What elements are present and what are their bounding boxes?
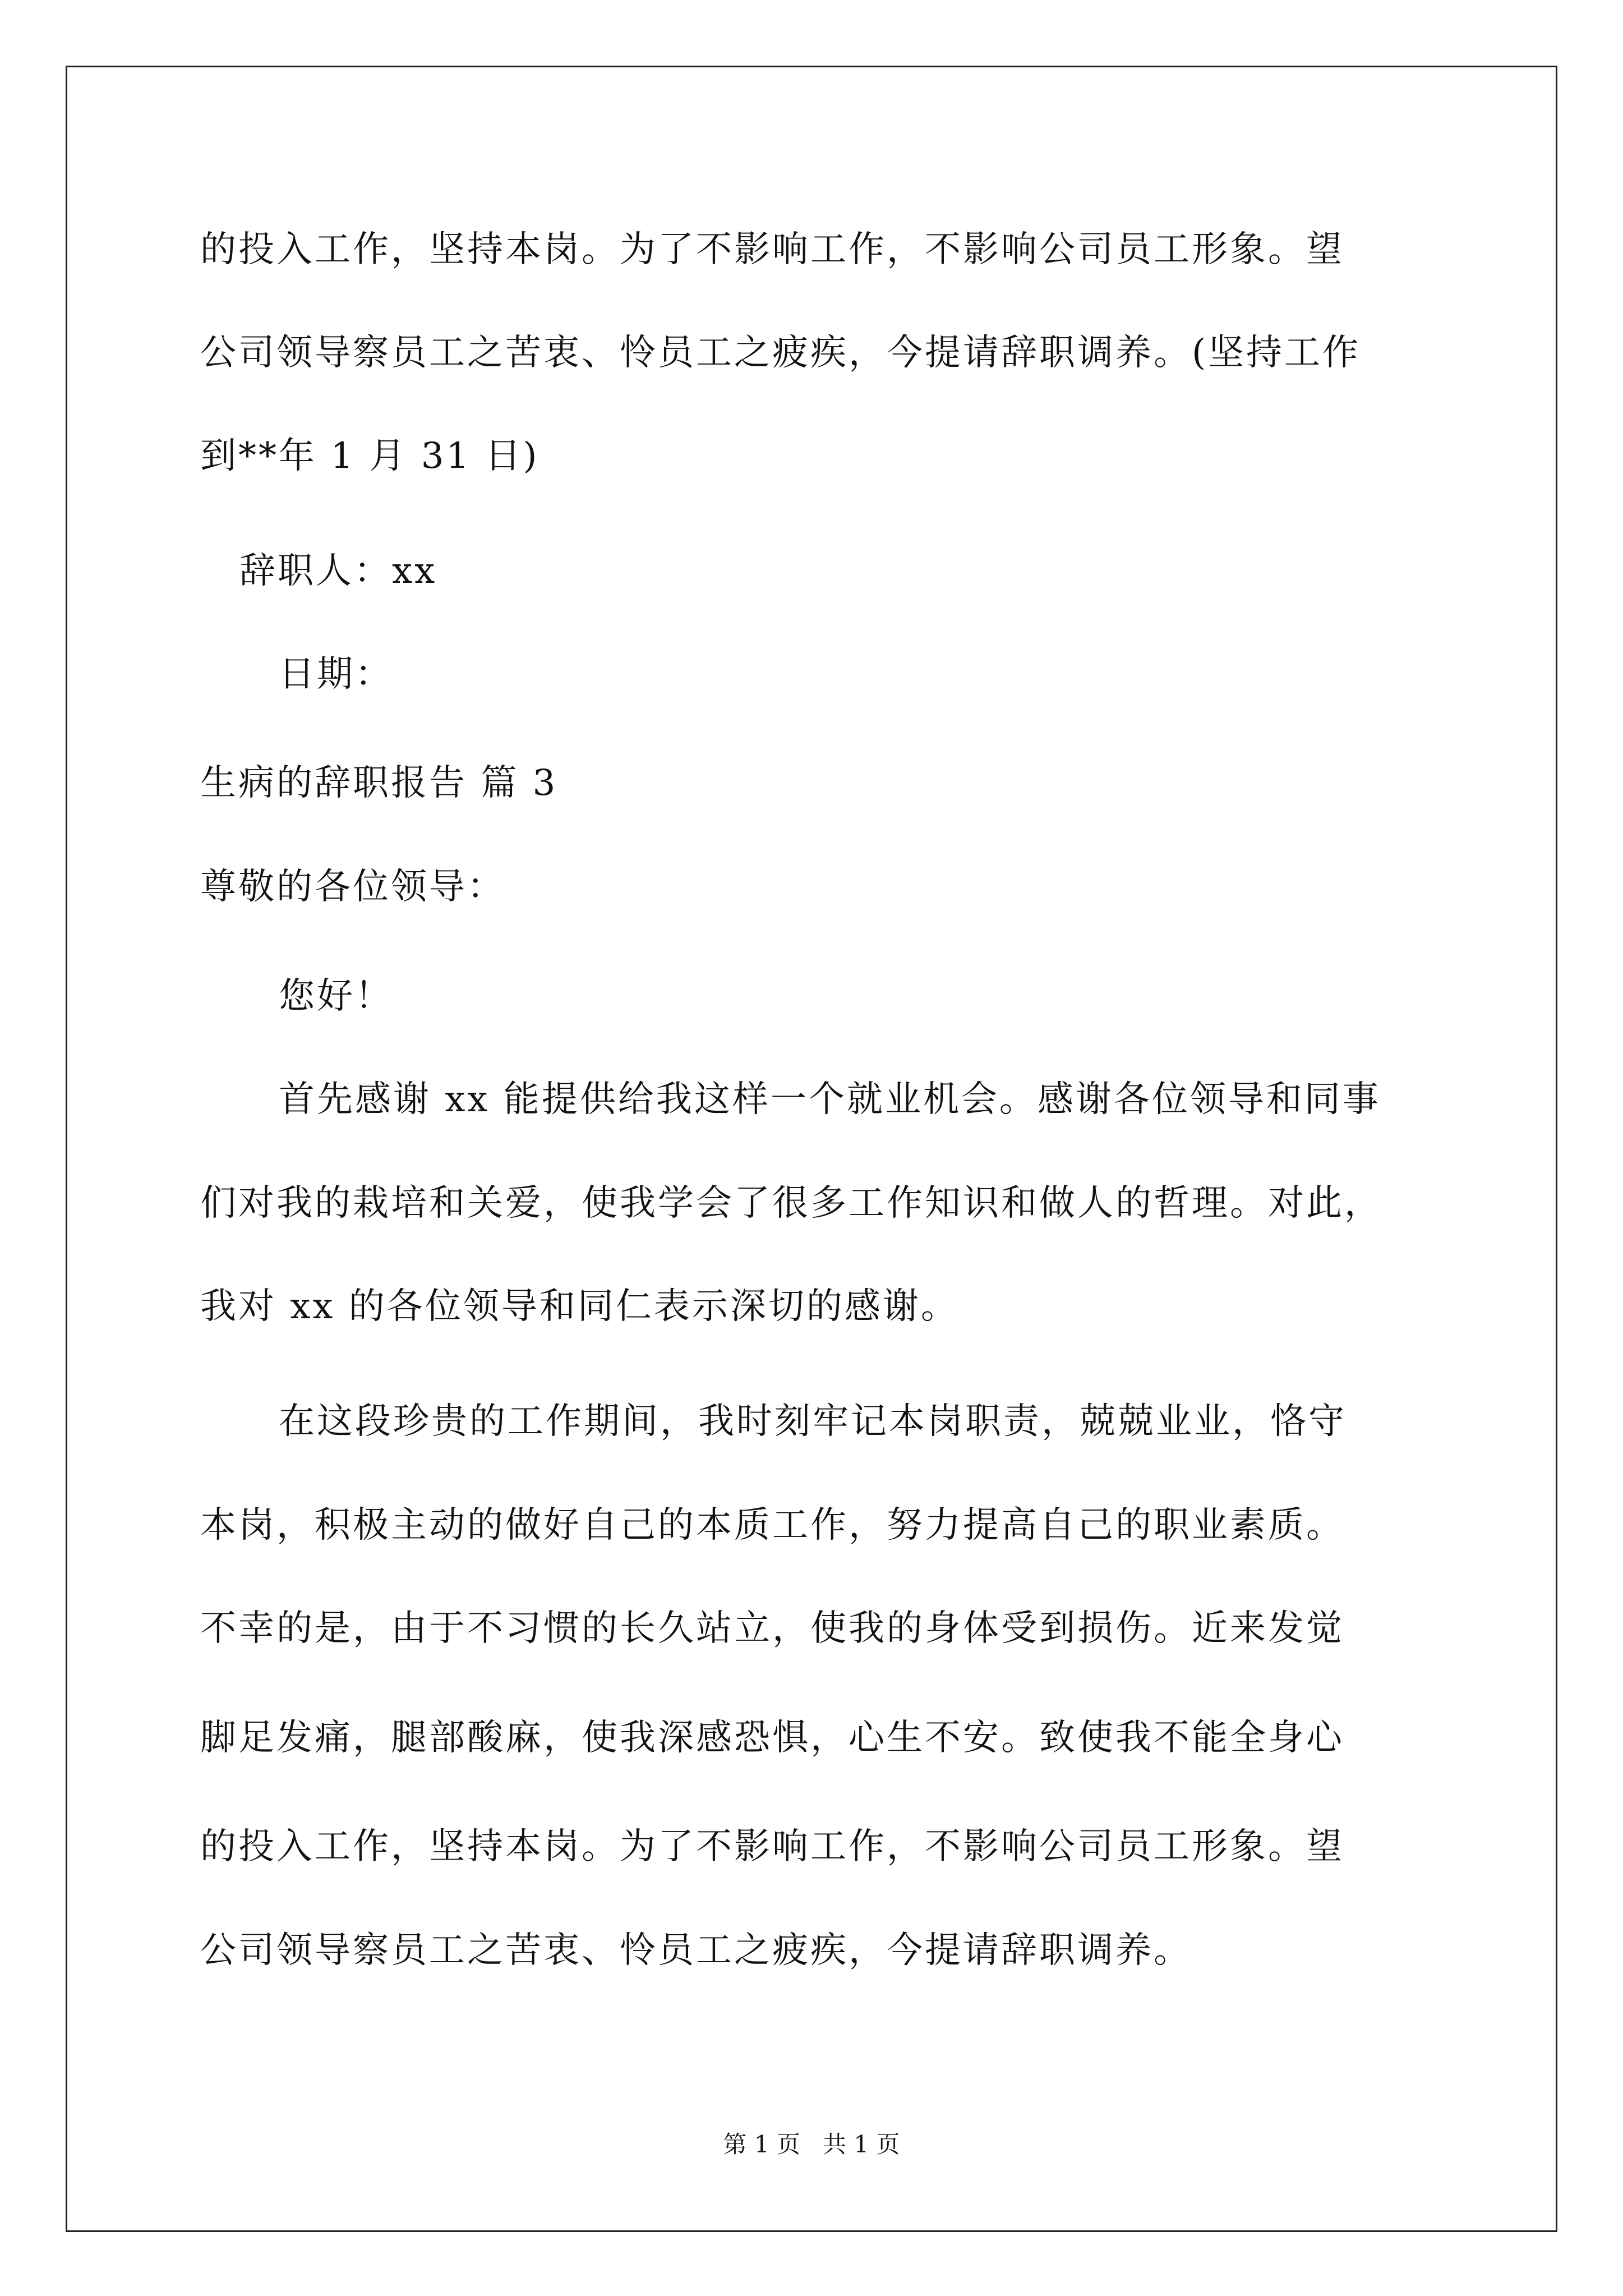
resigner-line: 辞职人：xx (239, 550, 437, 592)
body-line: 不幸的是，由于不习惯的长久站立，使我的身体受到损伤。近来发觉 (200, 1608, 1344, 1649)
body-line: 脚足发痛，腿部酸麻，使我深感恐惧，心生不安。致使我不能全身心 (200, 1717, 1344, 1759)
body-line: 在这段珍贵的工作期间，我时刻牢记本岗职责，兢兢业业，恪守 (279, 1401, 1347, 1442)
date-line: 日期： (279, 654, 393, 695)
body-line: 公司领导察员工之苦衷、怜员工之疲疾，今提请辞职调养。 (200, 1930, 1192, 1971)
body-line: 公司领导察员工之苦衷、怜员工之疲疾，今提请辞职调养。(坚持工作 (200, 332, 1361, 374)
body-line: 们对我的栽培和关爱，使我学会了很多工作知识和做人的哲理。对此， (200, 1182, 1382, 1224)
body-line: 到**年 1 月 31 日) (200, 435, 540, 477)
body-line: 首先感谢 xx 能提供给我这样一个就业机会。感谢各位领导和同事 (279, 1079, 1381, 1120)
page-border (66, 66, 1557, 2232)
body-line: 本岗，积极主动的做好自己的本质工作，努力提高自己的职业素质。 (200, 1504, 1344, 1546)
body-line: 的投入工作，坚持本岗。为了不影响工作，不影响公司员工形象。望 (200, 1826, 1344, 1867)
greeting: 您好！ (279, 976, 393, 1017)
body-line: 我对 xx 的各位领导和同仁表示深切的感谢。 (200, 1286, 959, 1327)
body-line: 的投入工作，坚持本岗。为了不影响工作，不影响公司员工形象。望 (200, 229, 1344, 270)
salutation: 尊敬的各位领导： (200, 866, 505, 908)
page-footer: 第 1 页 共 1 页 (723, 2131, 900, 2158)
section-heading: 生病的辞职报告 篇 3 (200, 762, 558, 804)
